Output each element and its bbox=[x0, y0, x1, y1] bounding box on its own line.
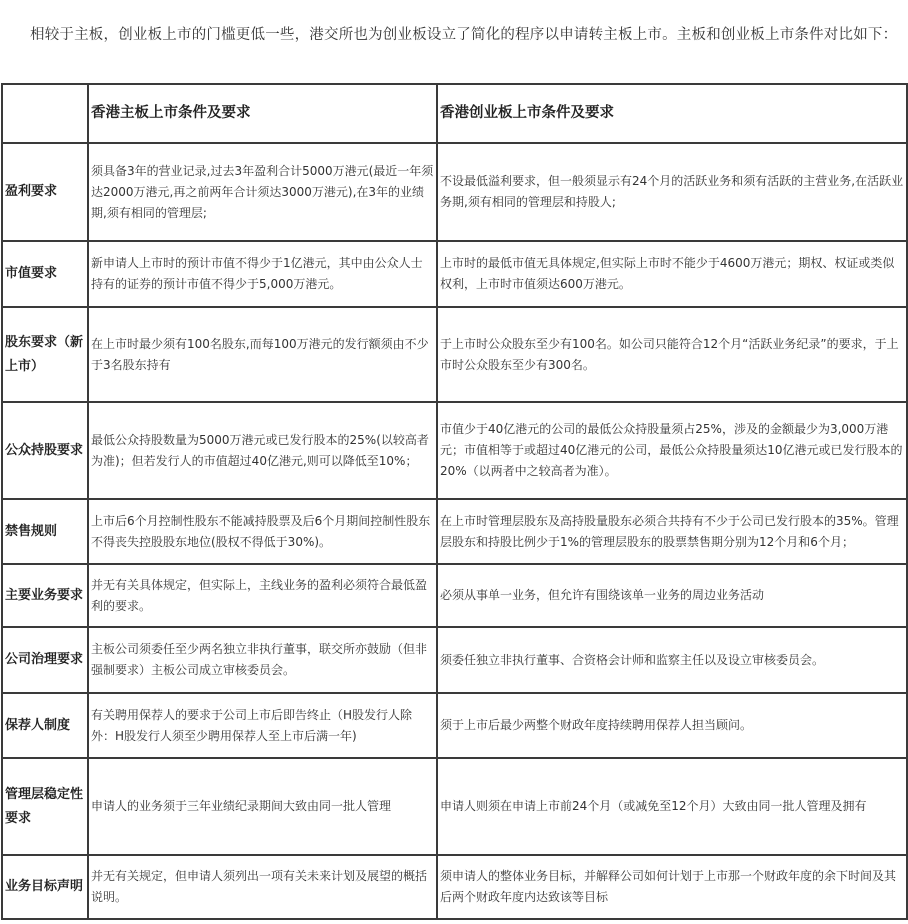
main-board-cell: 上市后6个月控制性股东不能减持股票及后6个月期间控制性股东不得丧失控股股东地位(股权不得低于30%)。 bbox=[88, 499, 437, 564]
row-label: 禁售规则 bbox=[2, 499, 88, 564]
table-row bbox=[2, 499, 907, 564]
gem-board-cell: 须委任独立非执行董事、合资格会计师和监察主任以及设立审核委员会。 bbox=[437, 627, 907, 693]
main-board-cell: 主板公司须委任至少两名独立非执行董事，联交所亦鼓励（但非强制要求）主板公司成立审核委员会。 bbox=[88, 627, 437, 693]
main-board-cell: 申请人的业务须于三年业绩纪录期间大致由同一批人管理 bbox=[88, 758, 437, 855]
gem-board-cell: 须申请人的整体业务目标，并解释公司如何计划于上市那一个财政年度的余下时间及其后两个财政年度内达致该等目标 bbox=[437, 855, 907, 919]
gem-board-cell: 在上市时管理层股东及高持股量股东必须合共持有不少于公司已发行股本的35%。管理层股东和持股比例少于1%的管理层股东的股票禁售期分别为12个月和6个月； bbox=[437, 499, 907, 564]
row-label: 管理层稳定性要求 bbox=[2, 758, 88, 855]
row-label: 公众持股要求 bbox=[2, 402, 88, 499]
gem-board-cell: 于上市时公众股东至少有100名。如公司只能符合12个月“活跃业务纪录”的要求，于上市时公众股东至少有300名。 bbox=[437, 307, 907, 402]
gem-board-cell: 申请人则须在申请上市前24个月（或减免至12个月）大致由同一批人管理及拥有 bbox=[437, 758, 907, 855]
row-label: 盈利要求 bbox=[2, 143, 88, 241]
row-label: 市值要求 bbox=[2, 241, 88, 307]
table-row bbox=[2, 564, 907, 627]
row-label: 业务目标声明 bbox=[2, 855, 88, 919]
gem-board-cell: 上市时的最低市值无具体规定,但实际上市时不能少于4600万港元；期权、权证或类似权利，上市时市值须达600万港元。 bbox=[437, 241, 907, 307]
table-row bbox=[2, 855, 907, 919]
main-board-cell: 并无有关规定，但申请人须列出一项有关未来计划及展望的概括说明。 bbox=[88, 855, 437, 919]
header-main-board: 香港主板上市条件及要求 bbox=[88, 84, 437, 143]
table-row bbox=[2, 758, 907, 855]
row-label: 公司治理要求 bbox=[2, 627, 88, 693]
main-board-cell: 新申请人上市时的预计市值不得少于1亿港元，其中由公众人士持有的证券的预计市值不得少于5,000万港元。 bbox=[88, 241, 437, 307]
table-row bbox=[2, 143, 907, 241]
main-board-cell: 在上市时最少须有100名股东,而每100万港元的发行额须由不少于3名股东持有 bbox=[88, 307, 437, 402]
gem-board-cell: 必须从事单一业务，但允许有围绕该单一业务的周边业务活动 bbox=[437, 564, 907, 627]
table-row bbox=[2, 241, 907, 307]
row-label: 主要业务要求 bbox=[2, 564, 88, 627]
main-board-cell: 最低公众持股数量为5000万港元或已发行股本的25%(以较高者为准)；但若发行人的市值超过40亿港元,则可以降低至10%； bbox=[88, 402, 437, 499]
intro-paragraph: 相较于主板，创业板上市的门槛更低一些，港交所也为创业板设立了简化的程序以申请转主板上市。主板和创业板上市条件对比如下： bbox=[30, 26, 898, 43]
gem-board-cell: 不设最低溢利要求，但一般须显示有24个月的活跃业务和须有活跃的主营业务,在活跃业务期,须有相同的管理层和持股人; bbox=[437, 143, 907, 241]
main-board-cell: 有关聘用保荐人的要求于公司上市后即告终止（H股发行人除外：H股发行人须至少聘用保荐人至上市后满一年) bbox=[88, 693, 437, 758]
table-row bbox=[2, 402, 907, 499]
table-row bbox=[2, 627, 907, 693]
main-board-cell: 并无有关具体规定，但实际上，主线业务的盈利必须符合最低盈利的要求。 bbox=[88, 564, 437, 627]
header-corner-cell bbox=[2, 84, 88, 143]
gem-board-cell: 市值少于40亿港元的公司的最低公众持股量须占25%，涉及的金额最少为3,000万港元；市值相等于或超过40亿港元的公司，最低公众持股量须达10亿港元或已发行股本的20%（以两者中之较高者为准）。 bbox=[437, 402, 907, 499]
main-board-cell: 须具备3年的营业记录,过去3年盈利合计5000万港元(最近一年须达2000万港元,再之前两年合计须达3000万港元),在3年的业绩期,须有相同的管理层; bbox=[88, 143, 437, 241]
comparison-table bbox=[1, 83, 908, 920]
header-gem-board: 香港创业板上市条件及要求 bbox=[437, 84, 907, 143]
gem-board-cell: 须于上市后最少两整个财政年度持续聘用保荐人担当顾问。 bbox=[437, 693, 907, 758]
row-label: 保荐人制度 bbox=[2, 693, 88, 758]
table-row bbox=[2, 693, 907, 758]
table-header-row bbox=[2, 84, 907, 143]
table-row bbox=[2, 307, 907, 402]
row-label: 股东要求（新上市） bbox=[2, 307, 88, 402]
